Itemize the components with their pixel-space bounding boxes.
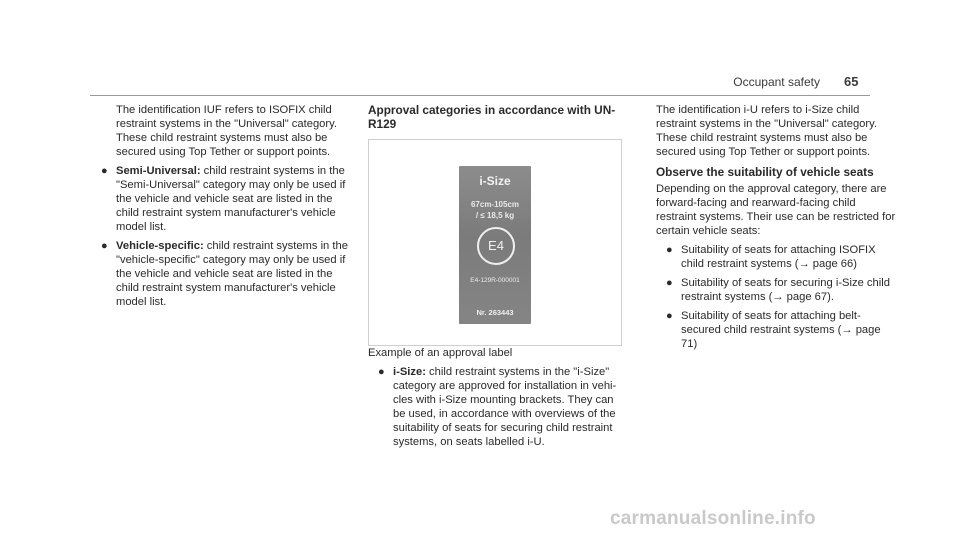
label-serial-number: Nr. 263443	[476, 308, 514, 317]
list-item	[101, 164, 352, 234]
label-weight-limit: / ≤ 18,5 kg	[475, 211, 515, 220]
bullet-term: i-Size:	[393, 366, 426, 378]
approval-label-image	[459, 166, 531, 324]
bullet-icon: ●	[101, 240, 108, 252]
bullet-icon: ●	[666, 310, 673, 322]
seat-suitability-heading: Observe the suitability of vehicle seats	[656, 165, 874, 179]
label-title: i-Size	[479, 174, 511, 188]
label-approval-code: E4-129R-000001	[470, 277, 520, 284]
isofix-suitability-reference[interactable]: Suitability of seats for attaching ISOFIX child restraint systems (→ page 66)	[681, 244, 876, 270]
approval-label-figure	[368, 139, 622, 346]
column-middle	[368, 103, 626, 454]
list-item	[666, 276, 896, 304]
page-number: 65	[844, 74, 859, 89]
column-right	[656, 103, 896, 356]
approval-categories-heading: Approval categories in accordance with UN-R129	[368, 103, 616, 131]
list-item	[666, 309, 896, 351]
list-item	[666, 243, 896, 271]
column-left	[101, 103, 352, 314]
bullet-icon: ●	[666, 244, 673, 256]
bullet-text: child restraint systems in the "Semi-Universal" category may only be used if the vehicle and vehicle seat are listed in the child restraint system manufacturer's vehicle model list.	[116, 165, 346, 233]
figure-caption: Example of an approval label	[368, 347, 513, 359]
list-item	[378, 365, 626, 449]
list-item	[101, 239, 352, 309]
bullet-icon: ●	[378, 366, 385, 378]
watermark-text: carmanualsonline.info	[610, 508, 816, 529]
bullet-term: Semi-Universal:	[116, 165, 201, 177]
seat-suitability-paragraph: Depending on the approval category, there are forward-facing and rearward-facing child restraint systems. Their use can be restricted for certain vehicle seats:	[656, 183, 896, 237]
bullet-text: child restraint systems in the "vehicle-specific" category may only be used if the vehicle and vehicle seat are listed in the child restraint system manufacturer's vehicle model list.	[116, 240, 348, 308]
belt-secured-suitability-reference[interactable]: Suitability of seats for attaching belt-secured child restraint systems (→ page 71)	[681, 310, 881, 350]
section-title: Occupant safety	[733, 75, 820, 89]
bullet-icon: ●	[666, 277, 673, 289]
bullet-icon: ●	[101, 165, 108, 177]
bullet-term: Vehicle-specific:	[116, 240, 204, 252]
bullet-text: child restraint systems in the "i-Size" category are approved for installation in vehi- cles with i-Size mounting brackets. They can be used, in accordance with overviews of the suitability of seats for securing child restraint systems, on seats labelled i-U.	[393, 366, 617, 448]
iu-intro-paragraph: The identification i-U refers to i-Size child restraint systems in the "Universal" category. These child restraint systems must also be secured using Top Tether or support points.	[656, 104, 877, 158]
isize-suitability-reference[interactable]: Suitability of seats for securing i-Size child restraint systems (→ page 67).	[681, 277, 890, 303]
e-mark-icon: E4	[477, 227, 515, 265]
header-divider	[90, 95, 870, 96]
iuf-intro-paragraph: The identification IUF refers to ISOFIX child restraint systems in the "Universal" category. These child restraint systems must also be secured using Top Tether or support points.	[116, 104, 337, 158]
label-size-range: 67cm-105cm	[470, 200, 520, 209]
